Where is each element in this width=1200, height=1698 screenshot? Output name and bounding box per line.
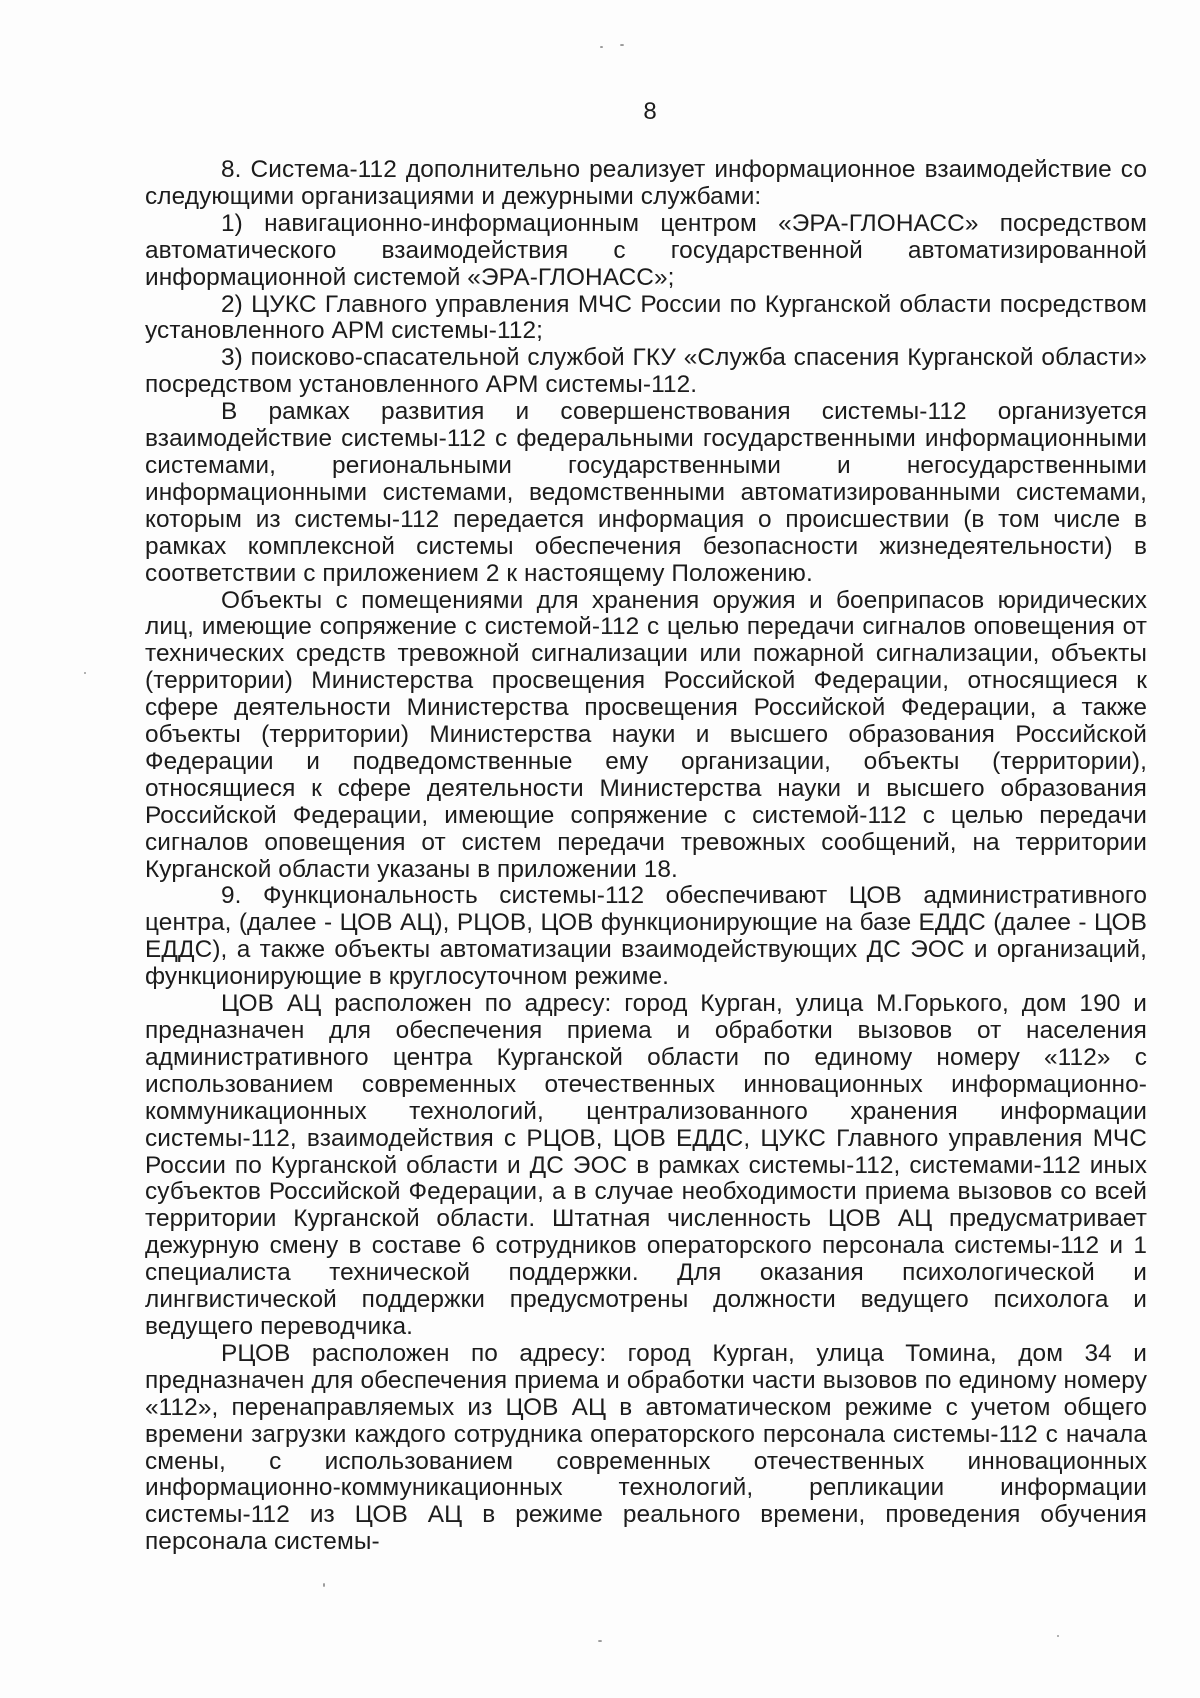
scan-speck	[1057, 1635, 1059, 1637]
paragraph-item-1: 1) навигационно-информационным центром «ЭРА-ГЛОНАСС» посредством автоматического взаимодействия с государственной автоматизированной информационной системой «ЭРА-ГЛОНАСС»;	[145, 209, 1147, 291]
paragraph-clause-9: 9. Функциональность системы-112 обеспечивают ЦОВ административного центра, (далее - ЦОВ АЦ), РЦОВ, ЦОВ функционирующие на базе ЕДДС (далее - ЦОВ ЕДДС), а также объекты автоматизации взаимодействующих ДС ЭОС и организаций, функционирующие в круглосуточном режиме.	[145, 882, 1147, 991]
paragraph-clause-8: 8. Система-112 дополнительно реализует информационное взаимодействие со следующими организациями и дежурными службами:	[145, 156, 1147, 210]
paragraph-development: В рамках развития и совершенствования системы-112 организуется взаимодействие системы-112 с федеральными государственными информационными системами, региональными государственными и негосударственными информационными системами, ведомственными автоматизированными системами, которым из системы-112 передается информация о происшествии (в том числе в рамках комплексной системы обеспечения безопасности жизнедеятельности) в соответствии с приложением 2 к настоящему Положению.	[145, 398, 1147, 587]
paragraph-item-3: 3) поисково-спасательной службой ГКУ «Служба спасения Курганской области» посредством установленного АРМ системы-112.	[145, 344, 1147, 399]
page-number: 8	[643, 98, 657, 125]
scan-speck	[598, 1640, 602, 1642]
scan-speck	[600, 46, 603, 48]
body-text	[145, 157, 1147, 1556]
scan-speck	[323, 1583, 325, 1587]
paragraph-rcov: РЦОВ расположен по адресу: город Курган, улица Томина, дом 34 и предназначен для обеспечения приема и обработки части вызовов по единому номеру «112», перенаправляемых из ЦОВ АЦ в автоматическом режиме с учетом общего времени загрузки каждого сотрудника операторского персонала системы-112 с начала смены, с использованием современных отечественных инновационных информационно-коммуникационных технологий, репликации информации системы-112 из ЦОВ АЦ в режиме реального времени, проведения обучения персонала системы-	[145, 1339, 1147, 1556]
scan-speck	[84, 672, 86, 674]
paragraph-objects: Объекты с помещениями для хранения оружия и боеприпасов юридических лиц, имеющие сопряжение с системой-112 с целью передачи сигналов оповещения от технических средств тревожной сигнализации или пожарной сигнализации, объекты (территории) Министерства просвещения Российской Федерации, относящиеся к сфере деятельности Министерства просвещения Российской Федерации, а также объекты (территории) Министерства науки и высшего образования Российской Федерации и подведомственные ему организации, объекты (территории), относящиеся к сфере деятельности Министерства науки и высшего образования Российской Федерации, имеющие сопряжение с системой-112 с целью передачи сигналов оповещения от систем передачи тревожных сообщений, на территории Курганской области указаны в приложении 18.	[145, 586, 1147, 883]
scan-speck	[620, 44, 624, 46]
paragraph-item-2: 2) ЦУКС Главного управления МЧС России по Курганской области посредством установленного АРМ системы-112;	[145, 290, 1147, 345]
paragraph-cov-ac: ЦОВ АЦ расположен по адресу: город Курган, улица М.Горького, дом 190 и предназначен для обеспечения приема и обработки вызовов от населения административного центра Курганской области по единому номеру «112» с использованием современных отечественных инновационных информационно-коммуникационных технологий, централизованного хранения информации системы-112, взаимодействия с РЦОВ, ЦОВ ЕДДС, ЦУКС Главного управления МЧС России по Курганской области и ДС ЭОС в рамках системы-112, системами-112 иных субъектов Российской Федерации, а в случае необходимости приема вызовов со всей территории Курганской области. Штатная численность ЦОВ АЦ предусматривает дежурную смену в составе 6 сотрудников операторского персонала системы-112 и 1 специалиста технической поддержки. Для оказания психологической и лингвистической поддержки предусмотрены должности ведущего психолога и ведущего переводчика.	[145, 990, 1147, 1340]
